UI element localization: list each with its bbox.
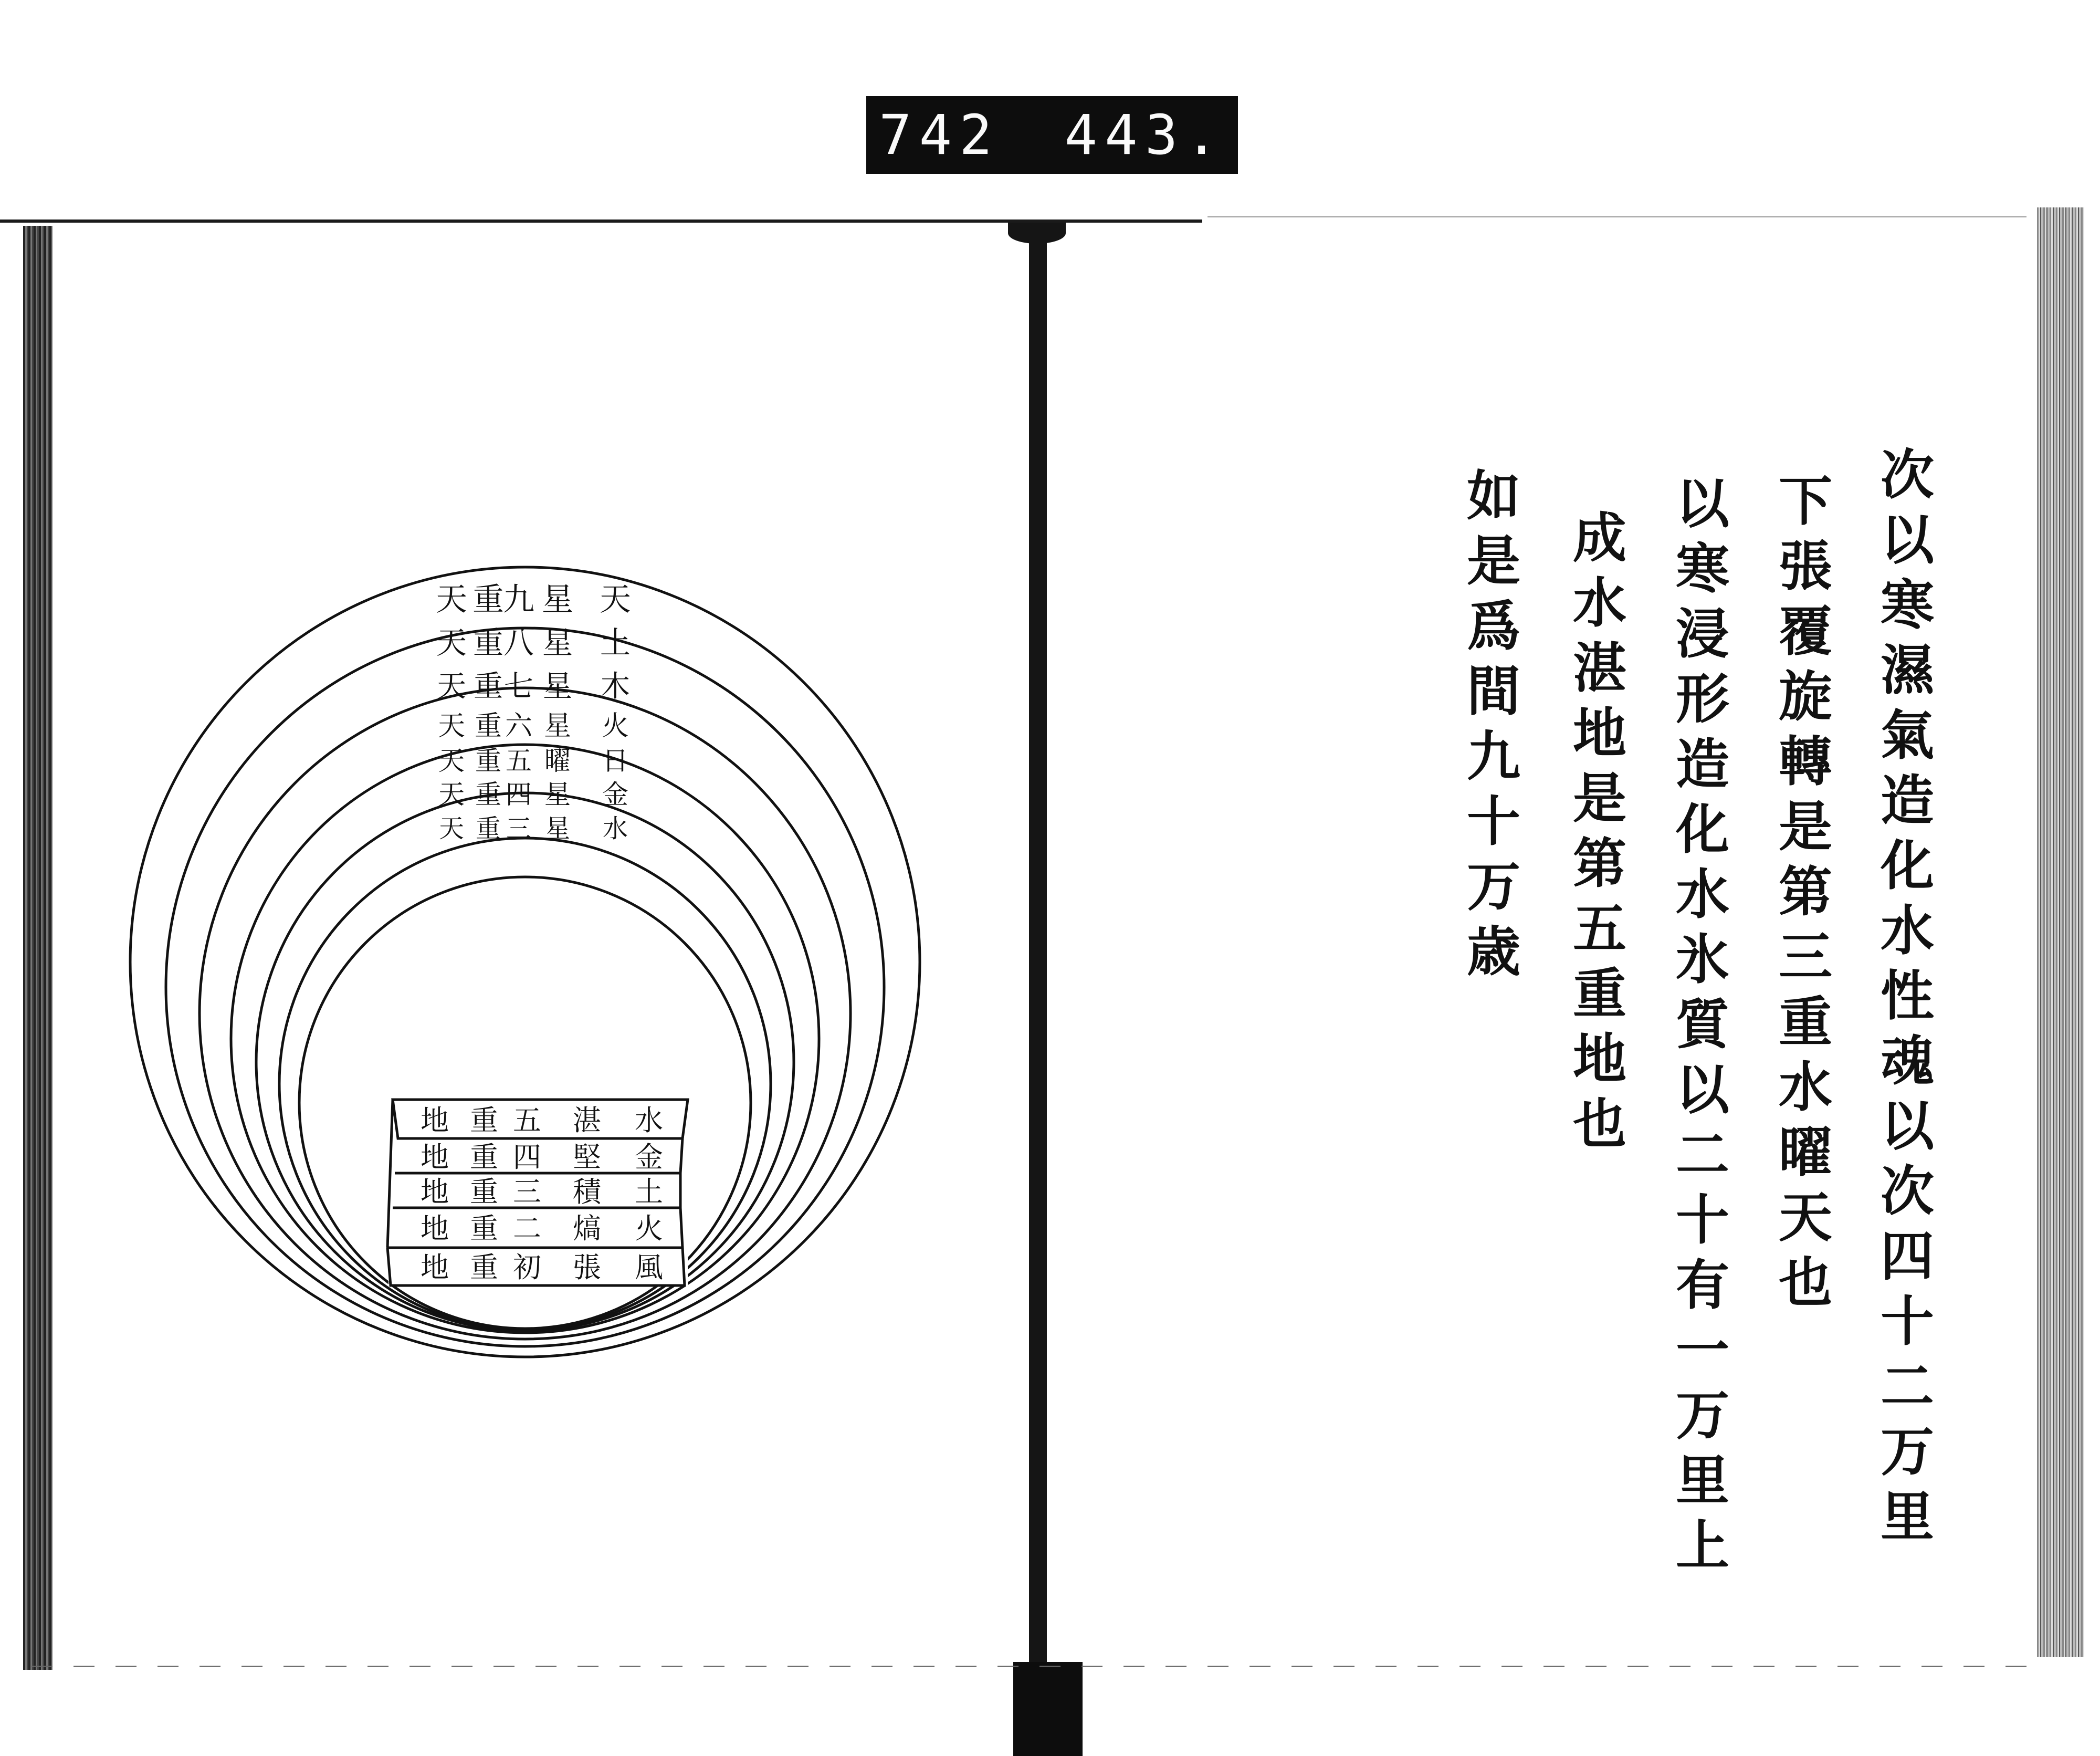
earth-label-3-3: 三: [513, 1175, 541, 1208]
earth-label-1-3: 五: [513, 1104, 541, 1137]
earth-label-5-4: 張: [573, 1251, 601, 1284]
heaven-label-3-3: 七: [504, 670, 533, 704]
heaven-label-2-3: 八: [503, 625, 534, 661]
heaven-label-1-4: 星: [542, 581, 573, 618]
heaven-label-5-4: 曜: [544, 746, 571, 776]
earth-label-5-1: 地: [421, 1251, 449, 1284]
heaven-label-3-5: 木: [601, 670, 630, 704]
earth-label-3-1: 地: [421, 1175, 449, 1208]
heaven-label-7-2: 重: [475, 814, 501, 843]
earth-label-1-5: 水: [635, 1104, 663, 1137]
earth-label-4-2: 重: [470, 1212, 498, 1245]
earth-label-5-2: 重: [470, 1251, 498, 1284]
text-column-2: 下張覆旋轉是第三重水曜天也: [1770, 473, 1833, 1319]
heaven-label-7-3: 三: [506, 814, 532, 843]
heaven-label-6-3: 四: [506, 779, 532, 810]
earth-label-3-4: 積: [573, 1175, 601, 1208]
text-column-4: 成水湛地是第五重地也: [1564, 509, 1627, 1161]
text-column-5: 如是爲間九十万歳: [1458, 467, 1521, 988]
earth-label-2-4: 堅: [573, 1141, 601, 1174]
heavens-labels: [436, 581, 631, 843]
heaven-label-4-4: 星: [543, 710, 572, 742]
earth-label-2-2: 重: [470, 1141, 498, 1174]
earth-label-5-3: 初: [513, 1251, 541, 1284]
earth-label-1-2: 重: [470, 1104, 498, 1137]
earth-label-5-5: 風: [635, 1251, 663, 1284]
heaven-label-7-4: 星: [544, 814, 571, 843]
heaven-label-1-1: 天: [436, 581, 467, 618]
heaven-label-5-3: 五: [506, 746, 532, 776]
heaven-label-1-3: 九: [503, 581, 534, 618]
earth-label-1-1: 地: [421, 1104, 449, 1137]
heaven-label-1-2: 重: [472, 581, 504, 618]
heaven-label-3-2: 重: [474, 670, 503, 704]
heaven-label-5-1: 天: [438, 746, 465, 776]
heaven-label-3-4: 星: [543, 670, 572, 704]
heaven-label-2-2: 重: [472, 625, 504, 661]
heaven-label-4-5: 火: [601, 710, 629, 742]
earth-label-4-5: 火: [635, 1212, 663, 1245]
earth-label-2-5: 金: [635, 1141, 663, 1174]
earth-label-2-3: 四: [513, 1141, 541, 1174]
heaven-label-7-1: 天: [438, 814, 465, 843]
text-column-1: 次以寒濕氣造化水性魂以次四十二万里: [1872, 446, 1935, 1553]
heaven-label-2-5: 土: [600, 625, 631, 661]
earth-label-4-1: 地: [421, 1212, 449, 1245]
heaven-label-4-2: 重: [474, 710, 502, 742]
heaven-label-7-5: 水: [602, 814, 628, 843]
heaven-label-1-5: 天: [600, 581, 631, 618]
earth-label-4-3: 二: [513, 1212, 541, 1245]
earth-label-3-5: 土: [635, 1175, 663, 1208]
heaven-label-6-1: 天: [438, 779, 465, 810]
scan-number-right: 443.: [1064, 103, 1225, 167]
heaven-label-4-1: 天: [437, 710, 466, 742]
earth-label-2-1: 地: [421, 1141, 449, 1174]
heaven-label-4-3: 六: [505, 710, 533, 742]
heaven-label-5-2: 重: [475, 746, 501, 776]
heaven-label-2-4: 星: [542, 625, 573, 661]
heaven-label-6-2: 重: [475, 779, 501, 810]
earth-label-3-2: 重: [470, 1175, 498, 1208]
text-column-3: 以寒浸形造化水氷質以二十有一万里上: [1667, 475, 1730, 1582]
heaven-label-6-4: 星: [544, 779, 571, 810]
earth-label-4-4: 熇: [573, 1212, 601, 1245]
heaven-label-3-1: 天: [437, 670, 466, 704]
scan-number-left: 742: [879, 103, 1000, 167]
earth-label-1-4: 湛: [573, 1104, 601, 1137]
heaven-label-6-5: 金: [602, 779, 628, 810]
heaven-label-5-5: 日: [602, 746, 628, 776]
heaven-label-2-1: 天: [436, 625, 467, 661]
